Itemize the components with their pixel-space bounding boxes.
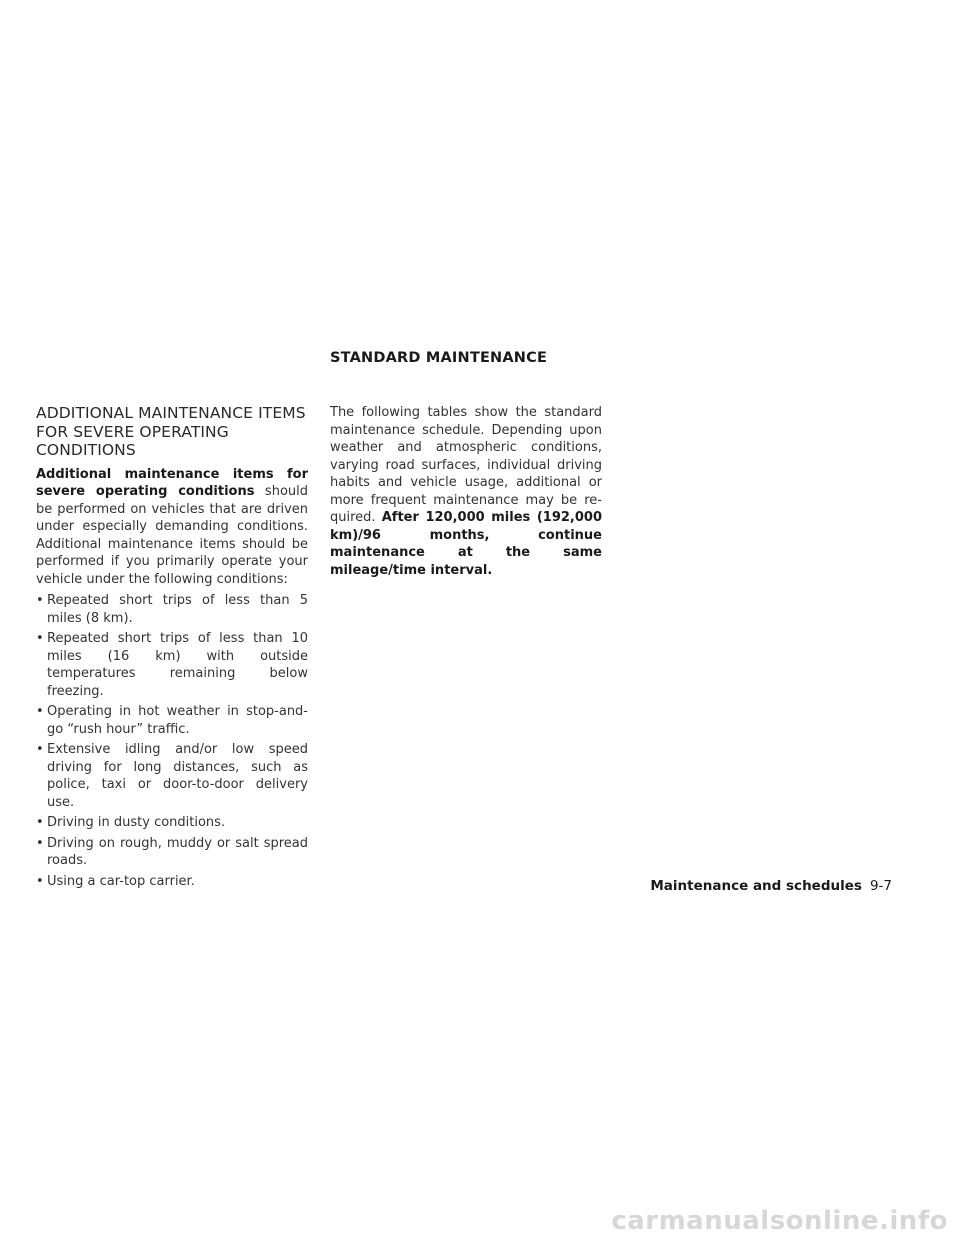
list-item-text: Operating in hot weather in stop-and-go “rush hour” traffic.	[47, 704, 308, 737]
list-item	[36, 592, 308, 627]
intro-text: should be performed on vehicles that are driven under especially demanding conditions. Additional maintenance items should be performed if you primarily operate your vehicle under the following conditions:	[36, 484, 309, 587]
list-item	[36, 835, 308, 870]
page-footer	[650, 878, 892, 894]
bullet-icon: •	[36, 815, 44, 830]
section-title: STANDARD MAINTENANCE	[330, 350, 548, 366]
list-item-text: Extensive idling and/or low speed driving for long distances, such as police, taxi or door-to-door delivery use.	[47, 742, 308, 810]
list-item-text: Driving on rough, muddy or salt spread roads.	[47, 835, 308, 868]
bullet-icon: •	[36, 873, 44, 889]
bullet-icon: •	[36, 704, 44, 719]
chapter-title: Maintenance and schedules	[650, 878, 862, 894]
list-item-text: Repeated short trips of less than 10 miles (16 km) with outside temperatures remaining below freezing.	[47, 631, 308, 699]
watermark: carmanualsonline.info	[611, 1206, 948, 1236]
bullet-icon: •	[36, 631, 44, 646]
intro-paragraph	[36, 466, 308, 589]
bullet-icon: •	[36, 593, 44, 608]
conditions-list	[36, 592, 308, 890]
list-item	[36, 873, 308, 891]
bullet-icon: •	[36, 835, 44, 851]
left-column	[36, 404, 308, 893]
standard-maintenance-text: The following tables show the standard maintenance schedule. Depending upon weather and atmospheric conditions, varying road surfaces, individual driving habits and vehicle usage, additional or more frequent maintenance may be required.	[330, 405, 602, 525]
list-item-text: Driving in dusty conditions.	[47, 815, 226, 830]
list-item	[36, 814, 308, 832]
list-item-text: Repeated short trips of less than 5 miles (8 km).	[47, 593, 308, 626]
bullet-icon: •	[36, 742, 44, 757]
page-number: 9-7	[869, 878, 892, 894]
standard-maintenance-bold-text: After 120,000 miles (192,000 km)/96 months, continue maintenance at the same mileage/time interval.	[330, 510, 602, 578]
severe-conditions-heading: ADDITIONAL MAINTENANCE ITEMS FOR SEVERE OPERATING CONDITIONS	[36, 404, 306, 459]
list-item	[36, 703, 308, 738]
list-item	[36, 741, 308, 811]
intro-bold-text: Additional maintenance items for severe operating conditions	[36, 466, 308, 499]
standard-maintenance-paragraph	[330, 404, 602, 579]
right-column	[330, 404, 602, 579]
list-item-text: Using a car-top carrier.	[47, 873, 195, 889]
list-item	[36, 630, 308, 700]
